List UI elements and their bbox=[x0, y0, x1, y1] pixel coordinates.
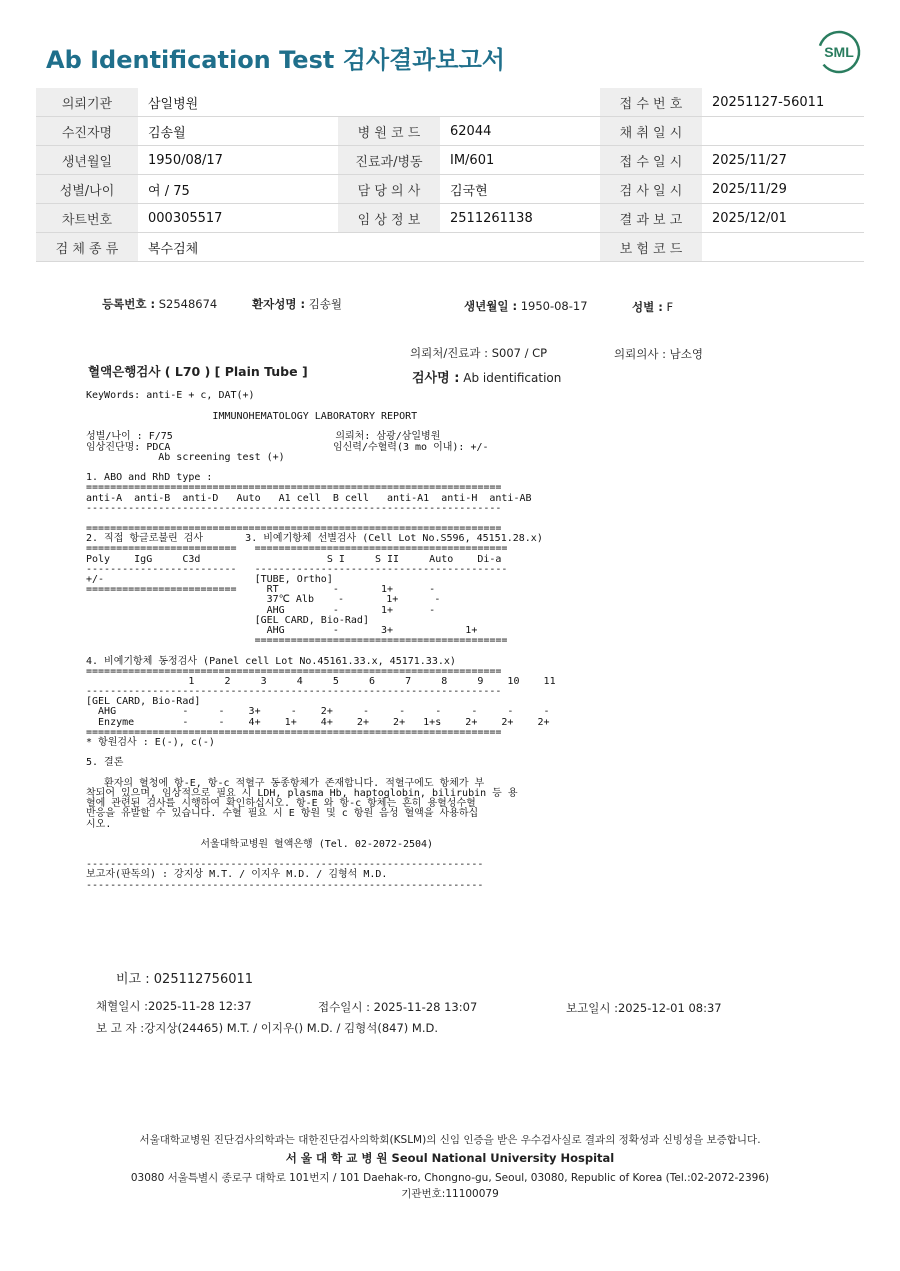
insurance-label: 보 험 코 드 bbox=[600, 233, 702, 262]
info-row bbox=[36, 88, 864, 117]
lab-report-body bbox=[86, 412, 556, 891]
reg-value: S2548674 bbox=[158, 297, 218, 311]
doctor-value: 김국현 bbox=[440, 175, 600, 204]
reporter-field bbox=[96, 1020, 438, 1036]
report-line: 4. 비예기항체 동정검사 (Panel cell Lot No.45161.33.x, 45171.33.x) bbox=[86, 655, 456, 667]
logo-text: SML bbox=[824, 44, 854, 60]
collect-time-value: 2025-11-28 12:37 bbox=[147, 999, 252, 1013]
report-line: 5. 결론 bbox=[86, 757, 124, 769]
info-row bbox=[36, 175, 864, 204]
report-line: AHG - 3+ 1+ bbox=[86, 624, 478, 636]
dept-label: 진료과/병동 bbox=[338, 146, 440, 175]
doctor-label: 담 당 의 사 bbox=[338, 175, 440, 204]
report-line: 혈에 관련된 검사를 시행하여 확인하십시오. 항-E 와 항-c 항체는 흔히 용혈성수혈 bbox=[86, 798, 476, 810]
reporter-value: 강지상(24465) M.T. / 이지우() M.D. / 김형석(847) M.D. bbox=[144, 1021, 439, 1035]
collect-time-field bbox=[96, 998, 252, 1014]
report-line: ========================= ========================================== bbox=[86, 543, 508, 555]
remark-label: 비고 : bbox=[116, 972, 150, 987]
info-row bbox=[36, 233, 864, 262]
report-line: Ab screening test (+) bbox=[86, 451, 285, 463]
clinical-value: 2511261138 bbox=[440, 204, 600, 233]
test-title: 혈액은행검사 ( L70 ) [ Plain Tube ] bbox=[88, 364, 308, 379]
report-line: IMMUNOHEMATOLOGY LABORATORY REPORT bbox=[86, 411, 418, 422]
info-row bbox=[36, 146, 864, 175]
report-line: --------------------------------------------------------------------- bbox=[86, 502, 502, 514]
report-line: ===================================================================== bbox=[86, 482, 502, 494]
report-line: Poly IgG C3d S I S II Auto Di-a bbox=[86, 553, 502, 565]
remark-value: 025112756011 bbox=[153, 972, 254, 987]
specimen-value: 복수검체 bbox=[138, 233, 600, 262]
accession-label: 접 수 번 호 bbox=[600, 88, 702, 117]
report-line: ------------------------------------------------------------------ bbox=[86, 859, 484, 871]
test-name-value: Ab identification bbox=[463, 371, 562, 385]
report-line: * 항원검사 : E(-), c(-) bbox=[86, 737, 215, 748]
report-line: ========================================== bbox=[86, 635, 508, 647]
test-name-field bbox=[412, 367, 561, 386]
footer-address: 03080 서울특별시 종로구 대학로 101번지 / 101 Daehak-ro, Chongno-gu, Seoul, 03080, Republic of Korea (Tel.:02-2072-2396) bbox=[130, 1172, 770, 1184]
report-value: 2025/12/01 bbox=[702, 204, 864, 233]
report-line: ===================================================================== bbox=[86, 523, 502, 535]
chart-value: 000305517 bbox=[138, 204, 338, 233]
report-line: 2. 직접 항글로불린 검사 3. 비예기항체 선별검사 (Cell Lot No.S596, 45151.28.x) bbox=[86, 533, 543, 545]
name-field bbox=[252, 296, 342, 312]
report-line bbox=[86, 646, 556, 656]
report-line: ===================================================================== bbox=[86, 726, 502, 738]
report-line bbox=[86, 748, 556, 758]
patient-value: 김송월 bbox=[138, 117, 338, 146]
reg-label: 등록번호 : bbox=[102, 297, 156, 311]
institution-value: 삼일병원 bbox=[138, 88, 600, 117]
report-line: AHG - 1+ - bbox=[86, 604, 436, 616]
report-line: 시오. bbox=[86, 818, 112, 830]
report-line: 1 2 3 4 5 6 7 8 9 10 11 bbox=[86, 675, 556, 687]
patient-info-table bbox=[36, 88, 864, 262]
collect-time-label: 채혈일시 : bbox=[96, 999, 148, 1013]
accession-value: 20251127-56011 bbox=[702, 88, 864, 117]
sml-logo-icon bbox=[814, 28, 864, 76]
dob-value: 1950/08/17 bbox=[138, 146, 338, 175]
info-row bbox=[36, 204, 864, 233]
reporter-label: 보 고 자 : bbox=[96, 1021, 145, 1035]
report-line: 임상진단명: PDCA 임신력/수혈력(3 mo 이내): +/- bbox=[86, 441, 489, 453]
report-line: 반응을 유발할 수 있습니다. 수혈 필요 시 E 항원 및 c 항원 음성 혈액을 사용하십 bbox=[86, 808, 479, 820]
scan-sex-field bbox=[632, 299, 673, 315]
specimen-label: 검 체 종 류 bbox=[36, 233, 138, 262]
sml-logo bbox=[814, 28, 864, 76]
report-line: 서울대학교병원 혈액은행 (Tel. 02-2072-2504) bbox=[86, 838, 434, 850]
requesting-doctor: 의뢰의사 : 남소영 bbox=[614, 347, 703, 361]
sex-value: 여 / 75 bbox=[138, 175, 338, 204]
report-line: ========================= RT - 1+ - bbox=[86, 584, 436, 596]
clinical-label: 임 상 정 보 bbox=[338, 204, 440, 233]
scan-dob-value: 1950-08-17 bbox=[520, 299, 588, 313]
collect-label: 채 취 일 시 bbox=[600, 117, 702, 146]
footer-hospital-name: 서 울 대 학 교 병 원 Seoul National University Hospital bbox=[285, 1151, 615, 1165]
footer-accreditation: 서울대학교병원 진단검사의학과는 대한진단검사의학회(KSLM)의 신임 인증을 받은 우수검사실로 결과의 정확성과 신빙성을 보증합니다. bbox=[139, 1134, 761, 1146]
requester: 의뢰처/진료과 : S007 / CP bbox=[410, 346, 548, 360]
scan-sex-value: F bbox=[666, 300, 674, 314]
report-line: anti-A anti-B anti-D Auto A1 cell B cell anti-A1 anti-H anti-AB bbox=[86, 492, 532, 504]
report-line: --------------------------------------------------------------------- bbox=[86, 686, 502, 698]
report-line: 1. ABO and RhD type : bbox=[86, 472, 213, 484]
receipt-time-label: 접수일시 : bbox=[318, 1000, 370, 1014]
report-line: [GEL CARD, Bio-Rad] bbox=[86, 696, 201, 708]
chart-label: 차트번호 bbox=[36, 204, 138, 233]
receipt-time-field bbox=[318, 999, 477, 1015]
report-line: 37℃ Alb - 1+ - bbox=[86, 594, 441, 606]
dob-label: 생년월일 bbox=[36, 146, 138, 175]
report-line: [GEL CARD, Bio-Rad] bbox=[86, 614, 369, 626]
report-line: 성별/나이 : F/75 의뢰처: 삼광/삼일병원 bbox=[86, 431, 441, 443]
scan-dob-label: 생년월일 : bbox=[464, 299, 518, 313]
report-title: Ab Identification Test 검사결과보고서 bbox=[46, 46, 505, 74]
remark-field bbox=[116, 968, 253, 987]
hospital-code-value: 62044 bbox=[440, 117, 600, 146]
report-line: ===================================================================== bbox=[86, 665, 502, 677]
report-line: AHG - - 3+ - 2+ - - - - - - bbox=[86, 706, 550, 718]
report-time-label: 보고일시 : bbox=[566, 1001, 618, 1015]
patient-label: 수진자명 bbox=[36, 117, 138, 146]
insurance-value bbox=[702, 233, 864, 262]
report-time-value: 2025-12-01 08:37 bbox=[617, 1001, 722, 1015]
receipt-time-value: 2025-11-28 13:07 bbox=[373, 1000, 478, 1014]
report-line: 보고자(판독의) : 강지상 M.T. / 이지우 M.D. / 김형석 M.D. bbox=[86, 869, 388, 881]
receipt-value: 2025/11/27 bbox=[702, 146, 864, 175]
institution-label: 의뢰기관 bbox=[36, 88, 138, 117]
report-label: 결 과 보 고 bbox=[600, 204, 702, 233]
report-line: 착되어 있으며, 임상적으로 필요 시 LDH, plasma Hb, haptoglobin, bilirubin 등 용 bbox=[86, 787, 518, 799]
name-label: 환자성명 : bbox=[252, 297, 306, 311]
test-date-value: 2025/11/29 bbox=[702, 175, 864, 204]
name-value: 김송월 bbox=[308, 297, 343, 311]
footer-institution-number: 기관번호:11100079 bbox=[401, 1188, 499, 1200]
receipt-label: 접 수 일 시 bbox=[600, 146, 702, 175]
scan-sex-label: 성별 : bbox=[632, 300, 663, 314]
info-row bbox=[36, 117, 864, 146]
report-line: ------------------------------------------------------------------ bbox=[86, 879, 484, 891]
report-time-field bbox=[566, 1000, 722, 1016]
hospital-code-label: 병 원 코 드 bbox=[338, 117, 440, 146]
scan-dob-field bbox=[464, 298, 588, 314]
keywords: KeyWords: anti-E + c, DAT(+) bbox=[86, 390, 255, 401]
dept-value: IM/601 bbox=[440, 146, 600, 175]
report-line: Enzyme - - 4+ 1+ 4+ 2+ 2+ 1+s 2+ 2+ 2+ bbox=[86, 716, 550, 728]
report-line: 환자의 혈청에 항-E, 항-c 적혈구 동종항체가 존재합니다. 적혈구에도 항체가 부 bbox=[86, 777, 485, 789]
report-line: ------------------------- ------------------------------------------ bbox=[86, 563, 508, 575]
test-name-label: 검사명 : bbox=[412, 371, 460, 386]
test-date-label: 검 사 일 시 bbox=[600, 175, 702, 204]
report-line: +/- [TUBE, Ortho] bbox=[86, 574, 333, 585]
collect-value bbox=[702, 117, 864, 146]
reg-field bbox=[102, 296, 217, 312]
sex-label: 성별/나이 bbox=[36, 175, 138, 204]
